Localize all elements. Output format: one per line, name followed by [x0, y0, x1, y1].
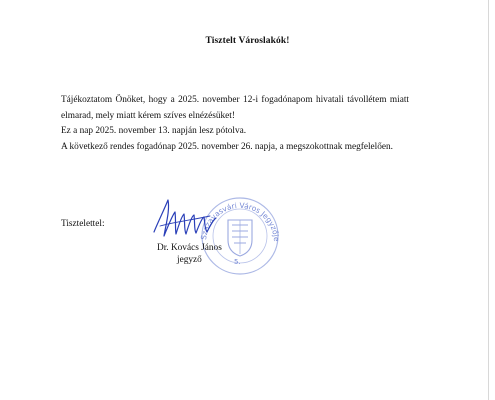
signer-name: Dr. Kovács János — [157, 243, 222, 253]
page-edge-line — [488, 0, 489, 400]
letter-title: Tisztelt Városlakók! — [205, 36, 290, 46]
stamp-text: Szazavasvári Város Jegyzője — [199, 200, 282, 242]
paragraph-makeup-date: Ez a nap 2025. november 13. napján lesz pótolva. — [61, 126, 247, 137]
letter-body — [61, 93, 409, 155]
paragraph-next-date: A következő rendes fogadónap 2025. november 26. napja, a megszokottnak megfelelően. — [61, 141, 394, 152]
signer-title: jegyző — [177, 255, 202, 265]
stamp-number: 5. — [234, 258, 241, 266]
closing-greeting: Tisztelettel: — [61, 219, 105, 229]
paragraph-announcement: Tájékoztatom Önöket, hogy a 2025. november 12-i fogadónapom hivatali távollétem miatt elmarad, mely miatt kérem szíves elnézésüket! — [61, 95, 409, 121]
handwritten-signature — [144, 192, 236, 248]
